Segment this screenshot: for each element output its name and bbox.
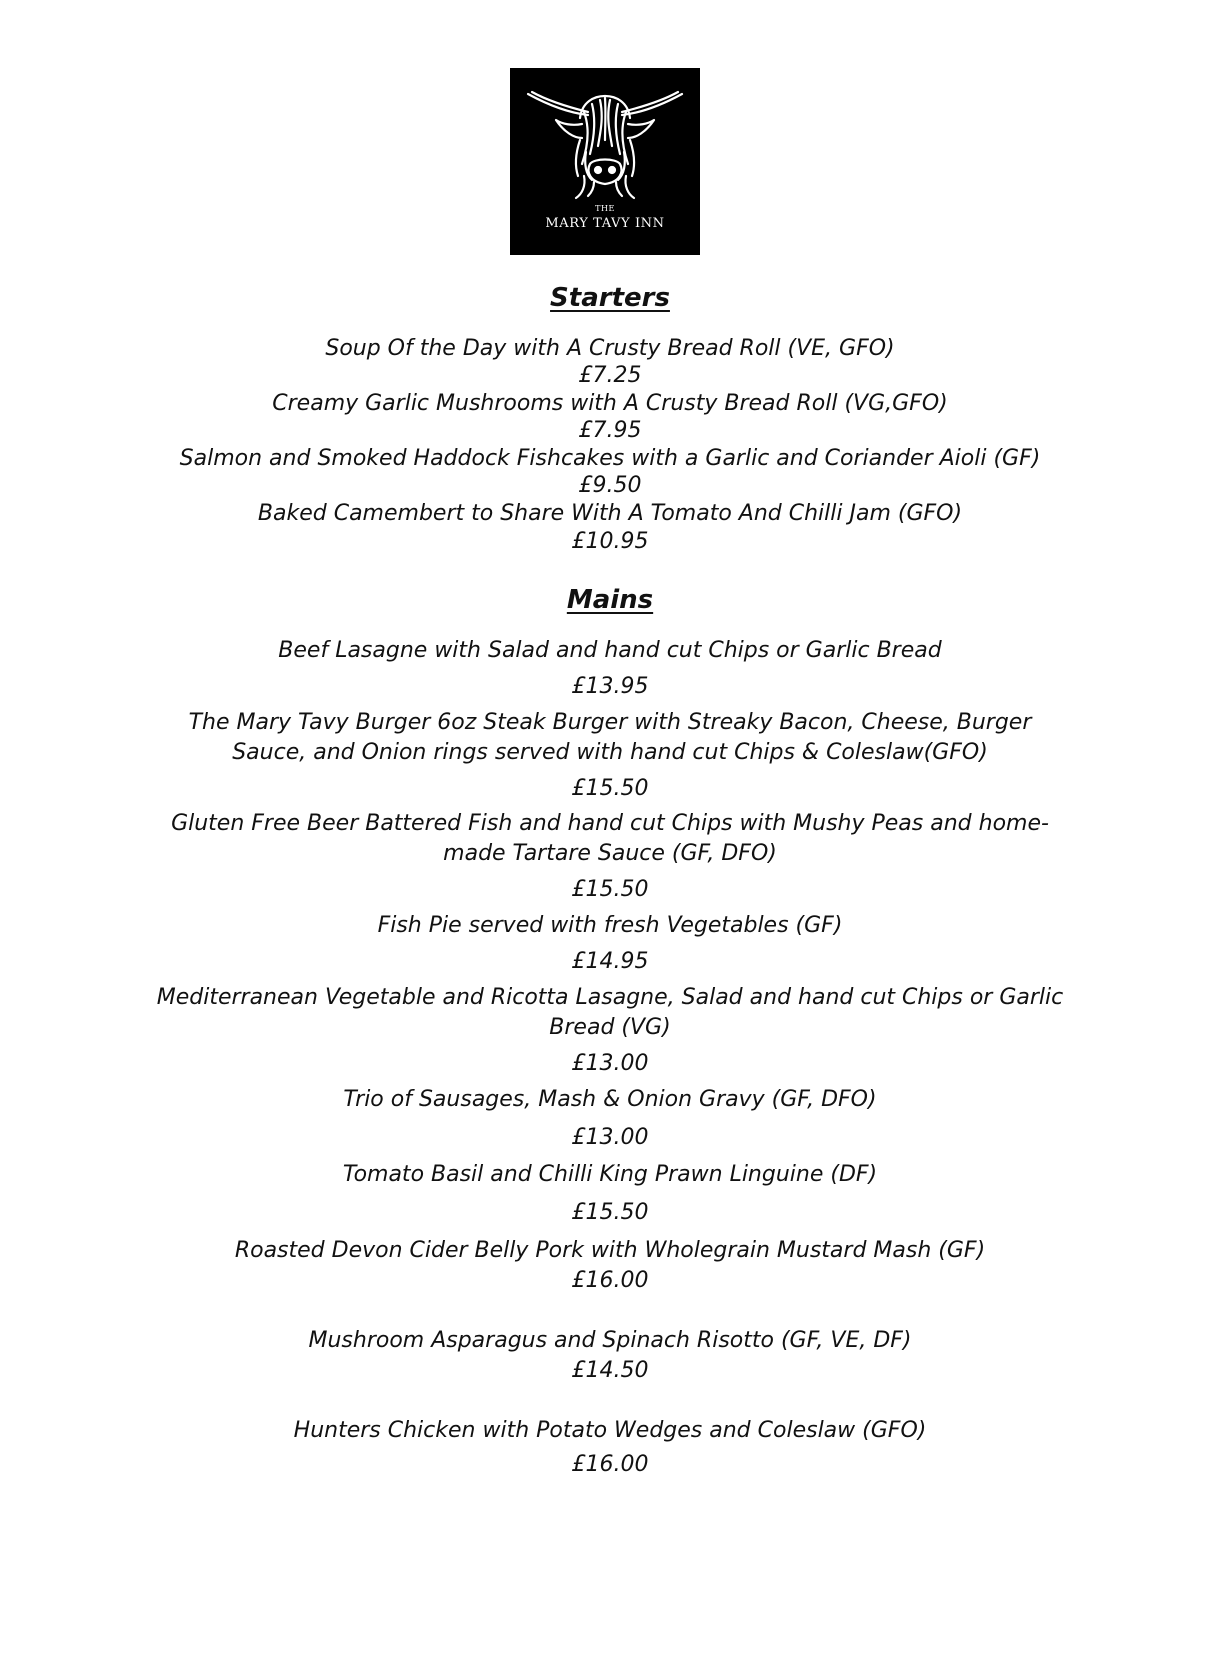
main-1-price: £13.95 bbox=[571, 674, 649, 699]
main-5-name: Mediterranean Vegetable and Ricotta Lasagne, Salad and hand cut Chips or Garlic Bread (VG) bbox=[156, 985, 1064, 1040]
logo-name-text: MARY TAVY INN bbox=[545, 216, 665, 231]
main-5-price: £13.00 bbox=[571, 1051, 649, 1076]
main-8-name: Roasted Devon Cider Belly Pork with Wholegrain Mustard Mash (GF) bbox=[234, 1238, 986, 1263]
logo-the-text: THE bbox=[595, 204, 615, 213]
main-3-name: Gluten Free Beer Battered Fish and hand cut Chips with Mushy Peas and home-made Tartare Sauce (GF, DFO) bbox=[171, 811, 1049, 866]
starter-1-name: Soup Of the Day with A Crusty Bread Roll (VE, GFO) bbox=[325, 336, 895, 361]
main-3-price: £15.50 bbox=[571, 877, 649, 902]
starter-3-price: £9.50 bbox=[578, 473, 642, 498]
main-1-name: Beef Lasagne with Salad and hand cut Chips or Garlic Bread bbox=[278, 638, 942, 663]
main-10-name: Hunters Chicken with Potato Wedges and Coleslaw (GFO) bbox=[293, 1418, 927, 1443]
starter-2-price: £7.95 bbox=[578, 418, 642, 443]
mains-heading: Mains bbox=[566, 585, 654, 615]
main-8-price: £16.00 bbox=[571, 1268, 649, 1293]
main-9-price: £14.50 bbox=[571, 1358, 649, 1383]
starter-4-price: £10.95 bbox=[571, 529, 649, 554]
main-2-name: The Mary Tavy Burger 6oz Steak Burger with Streaky Bacon, Cheese, Burger Sauce, and Onion rings served with hand cut Chips & Coleslaw(GFO) bbox=[188, 710, 1032, 765]
main-7-price: £15.50 bbox=[571, 1200, 649, 1225]
main-2-price: £15.50 bbox=[571, 776, 649, 801]
main-6-name: Trio of Sausages, Mash & Onion Gravy (GF, DFO) bbox=[343, 1087, 877, 1112]
starters-heading: Starters bbox=[550, 283, 670, 313]
main-6-price: £13.00 bbox=[571, 1125, 649, 1150]
starter-3-name: Salmon and Smoked Haddock Fishcakes with a Garlic and Coriander Aioli (GF) bbox=[179, 446, 1041, 471]
starter-1-price: £7.25 bbox=[578, 363, 642, 388]
main-10-price: £16.00 bbox=[571, 1452, 649, 1477]
main-4-name: Fish Pie served with fresh Vegetables (GF) bbox=[377, 913, 843, 938]
starter-4-name: Baked Camembert to Share With A Tomato And Chilli Jam (GFO) bbox=[257, 501, 963, 526]
inn-logo bbox=[510, 68, 700, 255]
starter-2-name: Creamy Garlic Mushrooms with A Crusty Bread Roll (VG,GFO) bbox=[272, 391, 948, 416]
main-7-name: Tomato Basil and Chilli King Prawn Linguine (DF) bbox=[342, 1162, 878, 1187]
main-4-price: £14.95 bbox=[571, 949, 649, 974]
main-9-name: Mushroom Asparagus and Spinach Risotto (GF, VE, DF) bbox=[308, 1328, 912, 1353]
